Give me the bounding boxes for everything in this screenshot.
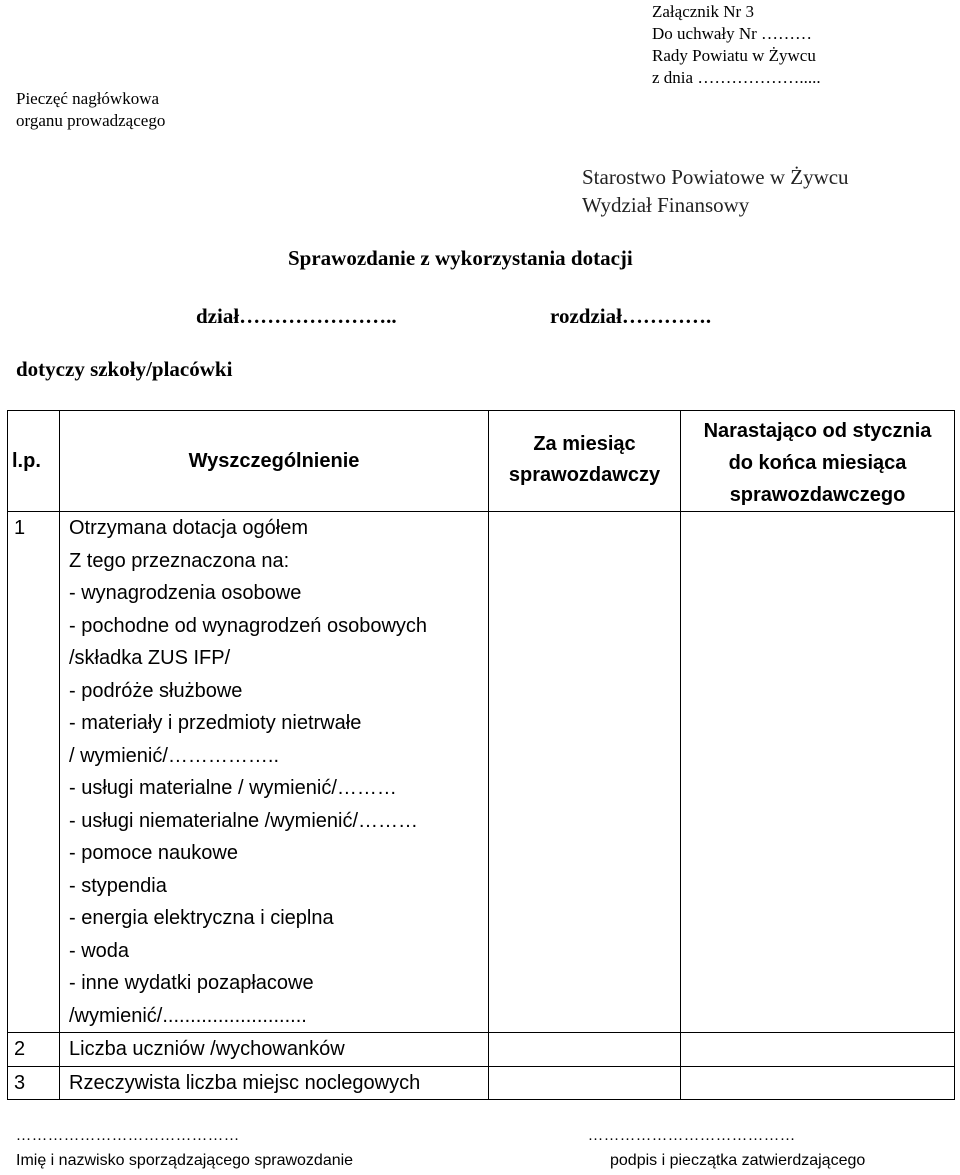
header-za-miesiac-line-1: Za miesiąc — [533, 433, 636, 455]
header-narastajaco — [681, 411, 955, 512]
row-number: 1 — [8, 512, 60, 1033]
row-line: - usługi niematerialne /wymienić/……… — [69, 809, 419, 832]
cell-cumulative-value[interactable] — [681, 512, 955, 1033]
row-line: /składka ZUS IFP/ — [69, 647, 231, 669]
row-line: - energia elektryczna i cieplna — [69, 907, 334, 929]
row-line: / wymienić/…………….. — [69, 744, 280, 767]
cell-monthly-value[interactable] — [489, 1066, 681, 1100]
row-line: Otrzymana dotacja ogółem — [69, 517, 309, 539]
table-row — [8, 1033, 955, 1067]
office-name: Starostwo Powiatowe w Żywcu — [582, 165, 849, 189]
annex-council: Rady Powiatu w Żywcu — [652, 46, 816, 65]
table-row — [8, 512, 955, 1033]
annex-resolution: Do uchwały Nr ……… — [652, 24, 813, 43]
row-number: 3 — [8, 1066, 60, 1100]
office-department: Wydział Finansowy — [582, 193, 750, 217]
row-line: - inne wydatki pozapłacowe — [69, 972, 314, 994]
stamp-placeholder — [16, 88, 165, 132]
row-line: - podróże służbowe — [69, 679, 243, 702]
rozdzial-field: rozdział…………. — [550, 304, 712, 328]
row-line: - pomoce naukowe — [69, 842, 238, 864]
row-line: - materiały i przedmioty nietrwałe — [69, 712, 362, 734]
row-line: - stypendia — [69, 874, 167, 897]
row-description — [60, 512, 489, 1033]
header-narastajaco-line-3: sprawozdawczego — [729, 484, 906, 506]
signature-line-right: ………………………………… — [588, 1128, 796, 1144]
signature-line-left: …………………………………… — [16, 1128, 240, 1144]
table-row — [8, 1066, 955, 1100]
row-description — [60, 1033, 489, 1067]
cell-cumulative-value[interactable] — [681, 1033, 955, 1067]
cell-cumulative-value[interactable] — [681, 1066, 955, 1100]
row-line: - pochodne od wynagrodzeń osobowych — [69, 614, 428, 637]
stamp-line-1: Pieczęć nagłówkowa — [16, 89, 160, 108]
annex-date: z dnia ………………..... — [652, 68, 821, 87]
header-wyszczegolnienie: Wyszczególnienie — [60, 411, 489, 512]
row-line: - woda — [69, 939, 130, 962]
preparer-signature-label: Imię i nazwisko sporządzającego sprawozdanie — [16, 1152, 354, 1169]
header-lp: l.p. — [8, 411, 60, 512]
dzial-field: dział………………….. — [196, 304, 397, 328]
stamp-line-2: organu prowadzącego — [16, 111, 166, 130]
approver-signature-label: podpis i pieczątka zatwierdzającego — [610, 1152, 866, 1169]
row-line: Z tego przeznaczona na: — [69, 549, 290, 572]
school-label: dotyczy szkoły/placówki — [16, 357, 233, 381]
row-line: - usługi materialne / wymienić/……… — [69, 777, 397, 799]
row-line: Liczba uczniów /wychowanków — [69, 1038, 345, 1060]
header-narastajaco-line-1: Narastająco od stycznia — [703, 420, 932, 442]
header-row — [8, 411, 955, 512]
row-line: - wynagrodzenia osobowe — [69, 582, 302, 604]
cell-monthly-value[interactable] — [489, 512, 681, 1033]
header-za-miesiac — [489, 411, 681, 512]
annex-block — [652, 1, 821, 89]
report-table — [7, 410, 955, 1100]
cell-monthly-value[interactable] — [489, 1033, 681, 1067]
header-za-miesiac-line-2: sprawozdawczy — [508, 464, 661, 486]
row-number: 2 — [8, 1033, 60, 1067]
header-narastajaco-line-2: do końca miesiąca — [728, 452, 907, 474]
recipient-office — [582, 163, 849, 219]
row-line: /wymienić/.......................... — [69, 1004, 307, 1027]
row-description — [60, 1066, 489, 1100]
annex-number: Załącznik Nr 3 — [652, 2, 754, 21]
document-title: Sprawozdanie z wykorzystania dotacji — [288, 246, 633, 270]
row-line: Rzeczywista liczba miejsc noclegowych — [69, 1071, 421, 1094]
